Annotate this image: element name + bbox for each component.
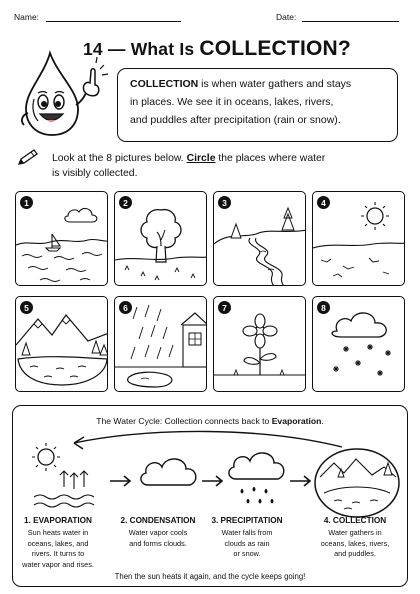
picture-number: 3	[218, 196, 231, 209]
stage-text: oceans, lakes, and	[27, 538, 89, 548]
cycle-title-start: The Water Cycle: Collection connects back to	[96, 416, 272, 426]
stage-heading: 3. PRECIPITATION	[211, 516, 283, 525]
stage-heading: 1. EVAPORATION	[24, 516, 92, 525]
definition-line1: is when water gathers and stays	[198, 78, 352, 90]
stage-text: and forms clouds.	[129, 538, 187, 548]
stage-heading: 4. COLLECTION	[323, 516, 387, 525]
picture-panel-6[interactable]	[114, 296, 207, 392]
picture-number: 1	[20, 196, 33, 209]
cycle-footer: Then the sun heats it again, and the cycle keeps going!	[114, 572, 306, 581]
stage-heading: 2. CONDENSATION	[120, 516, 196, 525]
picture-panel-8[interactable]	[312, 296, 405, 392]
stage-collection	[312, 516, 398, 560]
name-field[interactable]	[46, 21, 181, 22]
cycle-title-emphasis: Evaporation	[271, 416, 322, 426]
stage-text: and puddles.	[334, 549, 376, 558]
title-prefix: 14 — What Is	[83, 39, 200, 59]
stage-text: Water vapor cools	[128, 528, 188, 537]
picture-number: 7	[218, 301, 231, 314]
picture-panel-2[interactable]	[114, 191, 207, 286]
picture-panel-1[interactable]	[15, 191, 108, 286]
instructions-line2: is visibly collected.	[52, 168, 138, 179]
stage-text: Sun heats water in	[27, 528, 89, 537]
date-label: Date:	[276, 12, 297, 22]
instructions-line1-end: the places where water	[215, 153, 326, 164]
picture-number: 4	[317, 196, 330, 209]
stage-evaporation	[16, 516, 100, 570]
stage-text: oceans, lakes, rivers,	[320, 538, 390, 548]
picture-panel-3[interactable]	[213, 191, 306, 286]
lake-collection-icon	[315, 449, 399, 517]
water-drop-mascot-icon	[16, 47, 110, 139]
evaporation-icon	[32, 443, 94, 507]
stage-text: rivers. It turns to	[31, 549, 85, 558]
picture-number: 6	[119, 301, 132, 314]
cycle-title-end: .	[321, 416, 324, 426]
picture-number: 5	[20, 301, 33, 314]
picture-panel-7[interactable]	[213, 296, 306, 392]
stage-text: or snow.	[233, 549, 261, 558]
return-arrow-icon	[74, 431, 342, 449]
arrow-right-icon	[110, 476, 130, 486]
instructions-line1-start: Look at the 8 pictures below.	[52, 153, 187, 164]
arrow-right-icon	[290, 476, 310, 486]
instructions-emphasis: Circle	[186, 153, 216, 164]
name-label: Name:	[14, 12, 40, 22]
cloud-icon	[141, 459, 196, 485]
stage-precipitation	[205, 516, 289, 560]
stage-text: Water gathers in	[328, 528, 382, 537]
picture-number: 8	[317, 301, 330, 314]
rain-cloud-icon	[229, 453, 284, 503]
definition-line3: and puddles after precipitation (rain or snow).	[130, 114, 341, 126]
title-keyword: COLLECTION?	[199, 37, 351, 60]
picture-panel-4[interactable]	[312, 191, 405, 286]
pencil-icon	[15, 148, 41, 168]
instructions	[52, 151, 392, 181]
arrow-right-icon	[202, 476, 222, 486]
date-field[interactable]	[302, 21, 399, 22]
stage-condensation	[116, 516, 200, 549]
definition-line2: in places. We see it in oceans, lakes, rivers,	[130, 96, 334, 108]
picture-panel-5[interactable]	[15, 296, 108, 392]
stage-text: clouds as rain	[224, 538, 270, 548]
definition-box	[117, 68, 398, 142]
stage-text: Water falls from	[221, 528, 273, 537]
stage-text: water vapor and rises.	[22, 559, 94, 569]
page-title	[83, 37, 351, 61]
picture-number: 2	[119, 196, 132, 209]
definition-keyword: COLLECTION	[130, 78, 199, 90]
